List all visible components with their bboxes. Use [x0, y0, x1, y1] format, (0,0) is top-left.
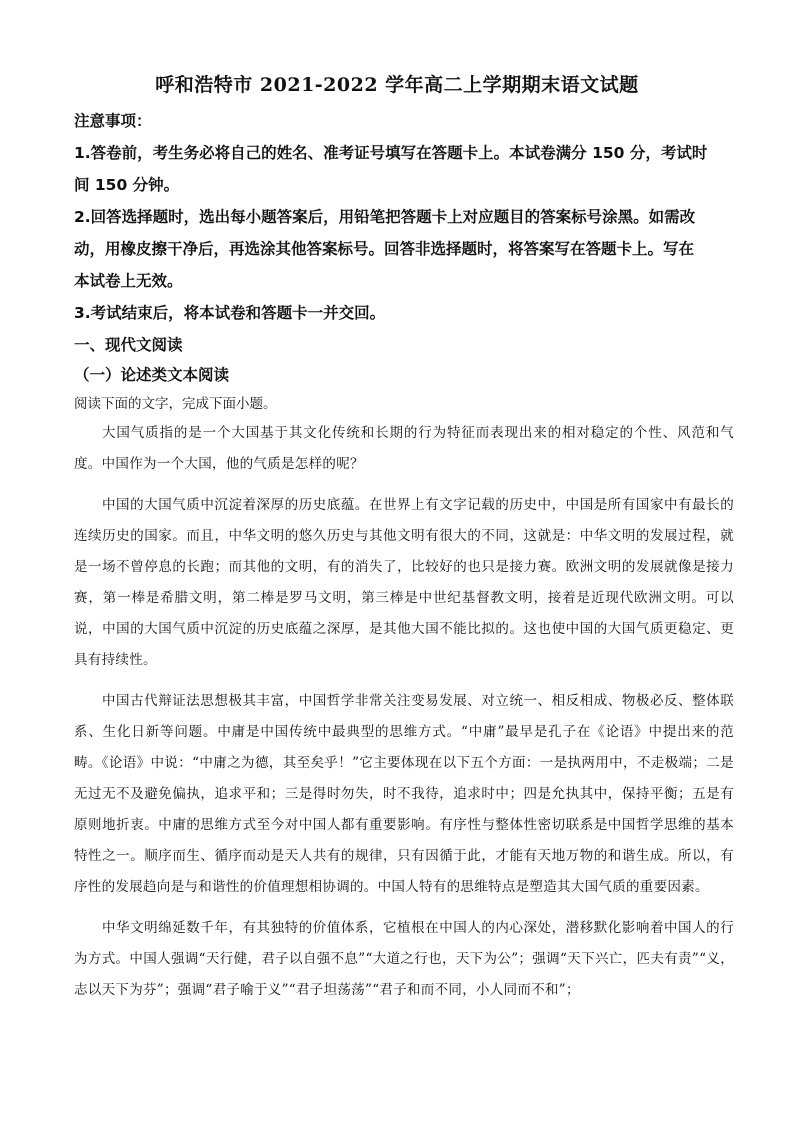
page-title: 呼和浩特市 2021-2022 学年高二上学期期末语文试题 [155, 74, 639, 96]
notice-line: 动，用橡皮擦干净后，再选涂其他答案标号。回答非选择题时，将答案写在答题卡上。写在 [74, 240, 695, 258]
notice-line: 2.回答选择题时，选出每小题答案后，用铅笔把答题卡上对应题目的答案标号涂黑。如需改 [74, 208, 696, 226]
reading-passage [74, 418, 734, 1016]
notice-line: 本试卷上无效。 [74, 272, 183, 290]
passage-paragraph: 中华文明绵延数千年，有其独特的价值体系，它植根在中国人的内心深处，潜移默化影响着中国人的行为方式。中国人强调“天行健，君子以自强不息”“大道之行也，天下为公”；强调“天下兴亡，匹夫有责”“义，志以天下为芬”；强调“君子喻于义”“君子坦荡荡”“君子和而不同，小人同而不和”； [74, 920, 734, 998]
notice-heading: 注意事项： [74, 112, 152, 130]
notice-line: 间 150 分钟。 [74, 176, 180, 194]
passage-paragraph: 中国的大国气质中沉淀着深厚的历史底蕴。在世界上有文字记载的历史中，中国是所有国家中有最长的连续历史的国家。而且，中华文明的悠久历史与其他文明有很大的不同，这就是：中华文明的发展过程，就是一场不曾停息的长跑；而其他的文明，有的消失了，比较好的也只是接力赛。欧洲文明的发展就像是接力赛，第一棒是希腊文明，第二棒是罗马文明，第三棒是中世纪基督教文明，接着是近现代欧洲文明。可以说，中国的大国气质中沉淀的历史底蕴之深厚，是其他大国不能比拟的。这也使中国的大国气质更稳定、更具有持续性。 [74, 497, 734, 668]
passage-paragraph: 中国古代辩证法思想极其丰富，中国哲学非常关注变易发展、对立统一、相反相成、物极必反、整体联系、生化日新等问题。中庸是中国传统中最典型的思维方式。“中庸”最早是孔子在《论语》中提出来的范畴。《论语》中说：“中庸之为德，其至矣乎！”它主要体现在以下五个方面：一是执两用中，不走极端；二是无过无不及避免偏执，追求平和；三是得时勿失，时不我待，追求时中；四是允执其中，保持平衡；五是有原则地折衷。中庸的思维方式至今对中国人都有重要影响。有序性与整体性密切联系是中国哲学思维的基本特性之一。顺序而生、循序而动是天人共有的规律，只有因循于此，才能有天地万物的和谐生成。所以，有序性的发展趋向是与和谐性的价值理想相协调的。中国人特有的思维特点是塑造其大国气质的重要因素。 [74, 693, 734, 895]
reading-instruction: 阅读下面的文字，完成下面小题。 [74, 396, 277, 412]
passage-paragraph: 大国气质指的是一个大国基于其文化传统和长期的行为特征而表现出来的相对稳定的个性、风范和气度。中国作为一个大国，他的气质是怎样的呢？ [74, 425, 734, 472]
section-subheading: （一）论述类文本阅读 [74, 366, 230, 384]
section-heading: 一、现代文阅读 [74, 336, 183, 354]
notice-line: 1.答卷前，考生务必将自己的姓名、准考证号填写在答题卡上。本试卷满分 150 分，考试时 [74, 144, 708, 162]
notice-line: 3.考试结束后，将本试卷和答题卡一并交回。 [74, 304, 386, 322]
